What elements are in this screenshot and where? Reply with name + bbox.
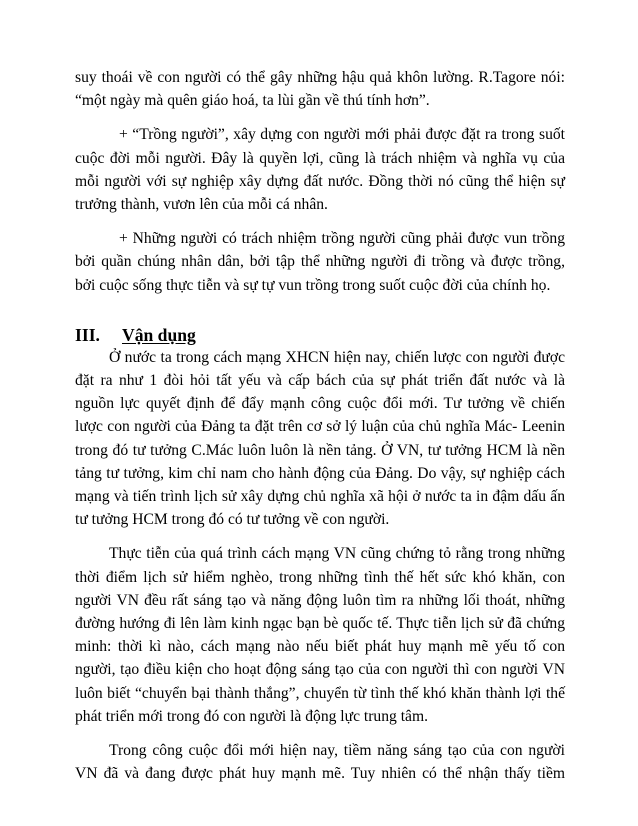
paragraph-5 [75, 542, 565, 728]
text-line: “một ngày mà quên giáo hoá, ta lùi gần về thú tính hơn”. [75, 92, 430, 110]
text-line: trưởng thành, vươn lên của mỗi cá nhân. [75, 196, 328, 214]
text-line: Trong công cuộc đổi mới hiện nay, tiềm năng sáng tạo của con người [109, 742, 565, 760]
text-line: đặt ra như 1 đòi hỏi tất yếu và cấp bách của sự phát triển đất nước và là [75, 372, 565, 390]
section-number: III. [75, 324, 100, 345]
text-line: phát triển mới trong đó con người là động lực trung tâm. [75, 707, 429, 725]
document-body [75, 66, 565, 796]
text-line: thời điểm lịch sử hiểm nghèo, trong những tình thế hết sức khó khăn, con [75, 568, 565, 586]
paragraph-4 [75, 346, 565, 532]
text-line: tảng tư tưởng, kim chỉ nam cho hành động của Đảng. Do vậy, sự nghiệp cách [75, 464, 565, 482]
text-line: mỗi người với sự nghiệp xây dựng đất nước. Đồng thời nó cũng thể hiện sự [75, 172, 565, 190]
text-line: cuộc đời mỗi người. Đây là quyền lợi, cũng là trách nhiệm và nghĩa vụ của [75, 149, 565, 167]
text-line: VN đã và đang được phát huy mạnh mẽ. Tuy nhiên có thể nhận thấy tiềm [75, 765, 565, 783]
text-line: bởi quần chúng nhân dân, bởi tập thể những người đi trồng và được trồng, [75, 253, 565, 271]
text-line: đường hướng đi lên làm kinh ngạc bạn bè quốc tế. Thực tiễn lịch sử đã chứng [75, 615, 565, 633]
text-line: nguồn lực quyết định để đẩy mạnh công cuộc đổi mới. Tư tưởng về chiến [75, 395, 565, 413]
text-line: Ở nước ta trong cách mạng XHCN hiện nay, chiến lược con người được [109, 348, 565, 366]
paragraph-1 [75, 66, 565, 112]
text-line: trong đó tư tưởng C.Mác luôn luôn là nền tảng. Ở VN, tư tưởng HCM là nền [75, 441, 565, 459]
text-line: + Những người có trách nhiệm trồng người cũng phải được vun trồng [119, 230, 565, 248]
paragraph-2 [75, 123, 565, 216]
text-line: bởi cuộc sống thực tiễn và sự tự vun trồng trong suốt cuộc đời của chính họ. [75, 276, 551, 294]
text-line: + “Trồng người”, xây dựng con người mới phải được đặt ra trong suốt [119, 126, 565, 144]
text-line: mạng và tiến trình lịch sử xây dựng chủ nghĩa xã hội ở nước ta in đậm dấu ấn [75, 488, 565, 506]
text-line: Thực tiễn của quá trình cách mạng VN cũng chứng tỏ rằng trong những [109, 545, 565, 563]
paragraph-3 [75, 227, 565, 297]
text-line: tư tưởng HCM trong đó có tư tưởng về con người. [75, 511, 390, 529]
text-line: người VN đều rất sáng tạo và năng động luôn tìm ra những lối thoát, những [75, 591, 565, 609]
text-line: suy thoái về con người có thể gây những hậu quả khôn lường. R.Tagore nói: [75, 69, 565, 86]
text-line: lược con người của Đảng ta đặt trên cơ sở lý luận của chủ nghĩa Mác- Leenin [75, 418, 565, 436]
section-heading [75, 324, 565, 346]
text-line: minh: thời kì nào, cách mạng nào nếu biết phát huy mạnh mẽ yếu tố con [75, 638, 565, 656]
section-title: Vận dụng [122, 324, 196, 345]
paragraph-6 [75, 739, 565, 785]
text-line: người, tạo điều kiện cho hoạt động sáng tạo của con người thì con người VN [75, 661, 565, 679]
text-line: luôn biết “chuyển bại thành thắng”, chuyển từ tình thế khó khăn thành lợi thế [75, 684, 565, 702]
